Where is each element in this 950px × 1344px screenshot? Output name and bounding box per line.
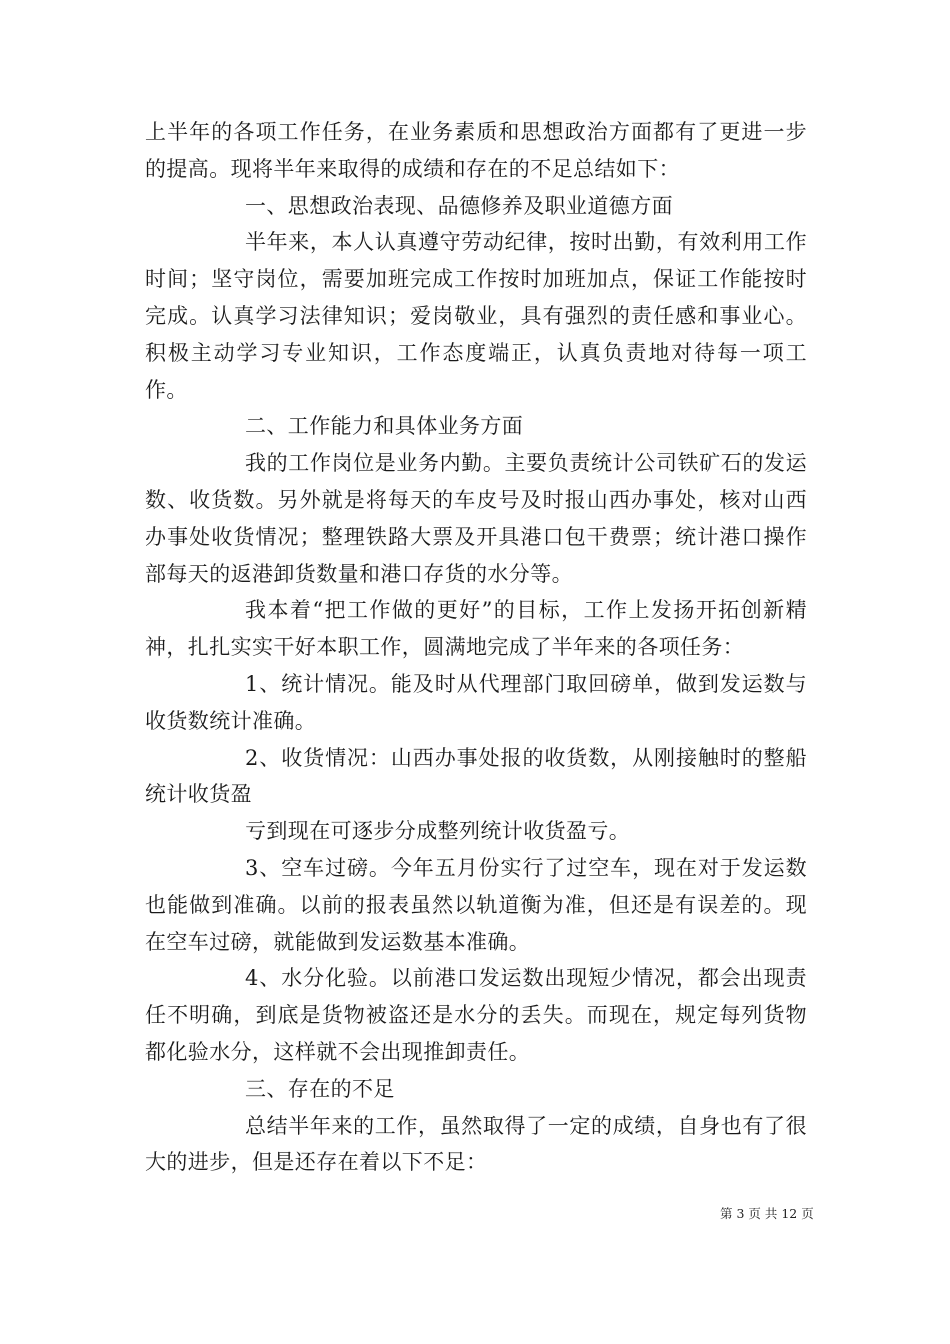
list-item-2-continued: 亏到现在可逐步分成整列统计收货盈亏。	[245, 819, 631, 844]
paragraph-job-description: 我的工作岗位是业务内勤。主要负责统计公司铁矿石的发运数、收货数。另外就是将每天的车皮号及时报山西办事处，核对山西办事处收货情况；整理铁路大票及开具港口包干费票；统计港口操作部每天的返港卸货数量和港口存货的水分等。	[145, 451, 807, 586]
list-item-1: 1、统计情况。能及时从代理部门取回磅单，做到发运数与收货数统计准确。	[145, 671, 807, 733]
section-heading-2: 二、工作能力和具体业务方面	[245, 414, 524, 439]
page-number: 第 3 页 共 12 页	[720, 1206, 814, 1221]
paragraph-intro-continued: 上半年的各项工作任务，在业务素质和思想政治方面都有了更进一步的提高。现将半年来取得的成绩和存在的不足总结如下：	[145, 120, 807, 181]
paragraph-shortcomings: 总结半年来的工作，虽然取得了一定的成绩，自身也有了很大的进步，但是还存在着以下不足：	[145, 1113, 807, 1175]
paragraph-section-1: 半年来，本人认真遵守劳动纪律，按时出勤，有效利用工作时间；坚守岗位，需要加班完成工作按时加班加点，保证工作能按时完成。认真学习法律知识；爱岗敬业，具有强烈的责任感和事业心。积极主动学习专业知识，工作态度端正，认真负责地对待每一项工作。	[145, 230, 807, 402]
section-heading-1: 一、思想政治表现、品德修养及职业道德方面	[245, 193, 673, 218]
paragraph-goal: 我本着“把工作做的更好”的目标，工作上发扬开拓创新精神，扎扎实实干好本职工作，圆满地完成了半年来的各项任务：	[145, 598, 807, 660]
list-item-3: 3、空车过磅。今年五月份实行了过空车，现在对于发运数也能做到准确。以前的报表虽然以轨道衡为准，但还是有误差的。现在空车过磅，就能做到发运数基本准确。	[145, 855, 807, 954]
list-item-4: 4、水分化验。以前港口发运数出现短少情况，都会出现责任不明确，到底是货物被盗还是水分的丢失。而现在，规定每列货物都化验水分，这样就不会出现推卸责任。	[145, 966, 807, 1064]
section-heading-3: 三、存在的不足	[245, 1076, 395, 1101]
list-item-2: 2、收货情况：山西办事处报的收货数，从刚接触时的整船统计收货盈	[145, 745, 807, 807]
document-body	[145, 114, 807, 1181]
